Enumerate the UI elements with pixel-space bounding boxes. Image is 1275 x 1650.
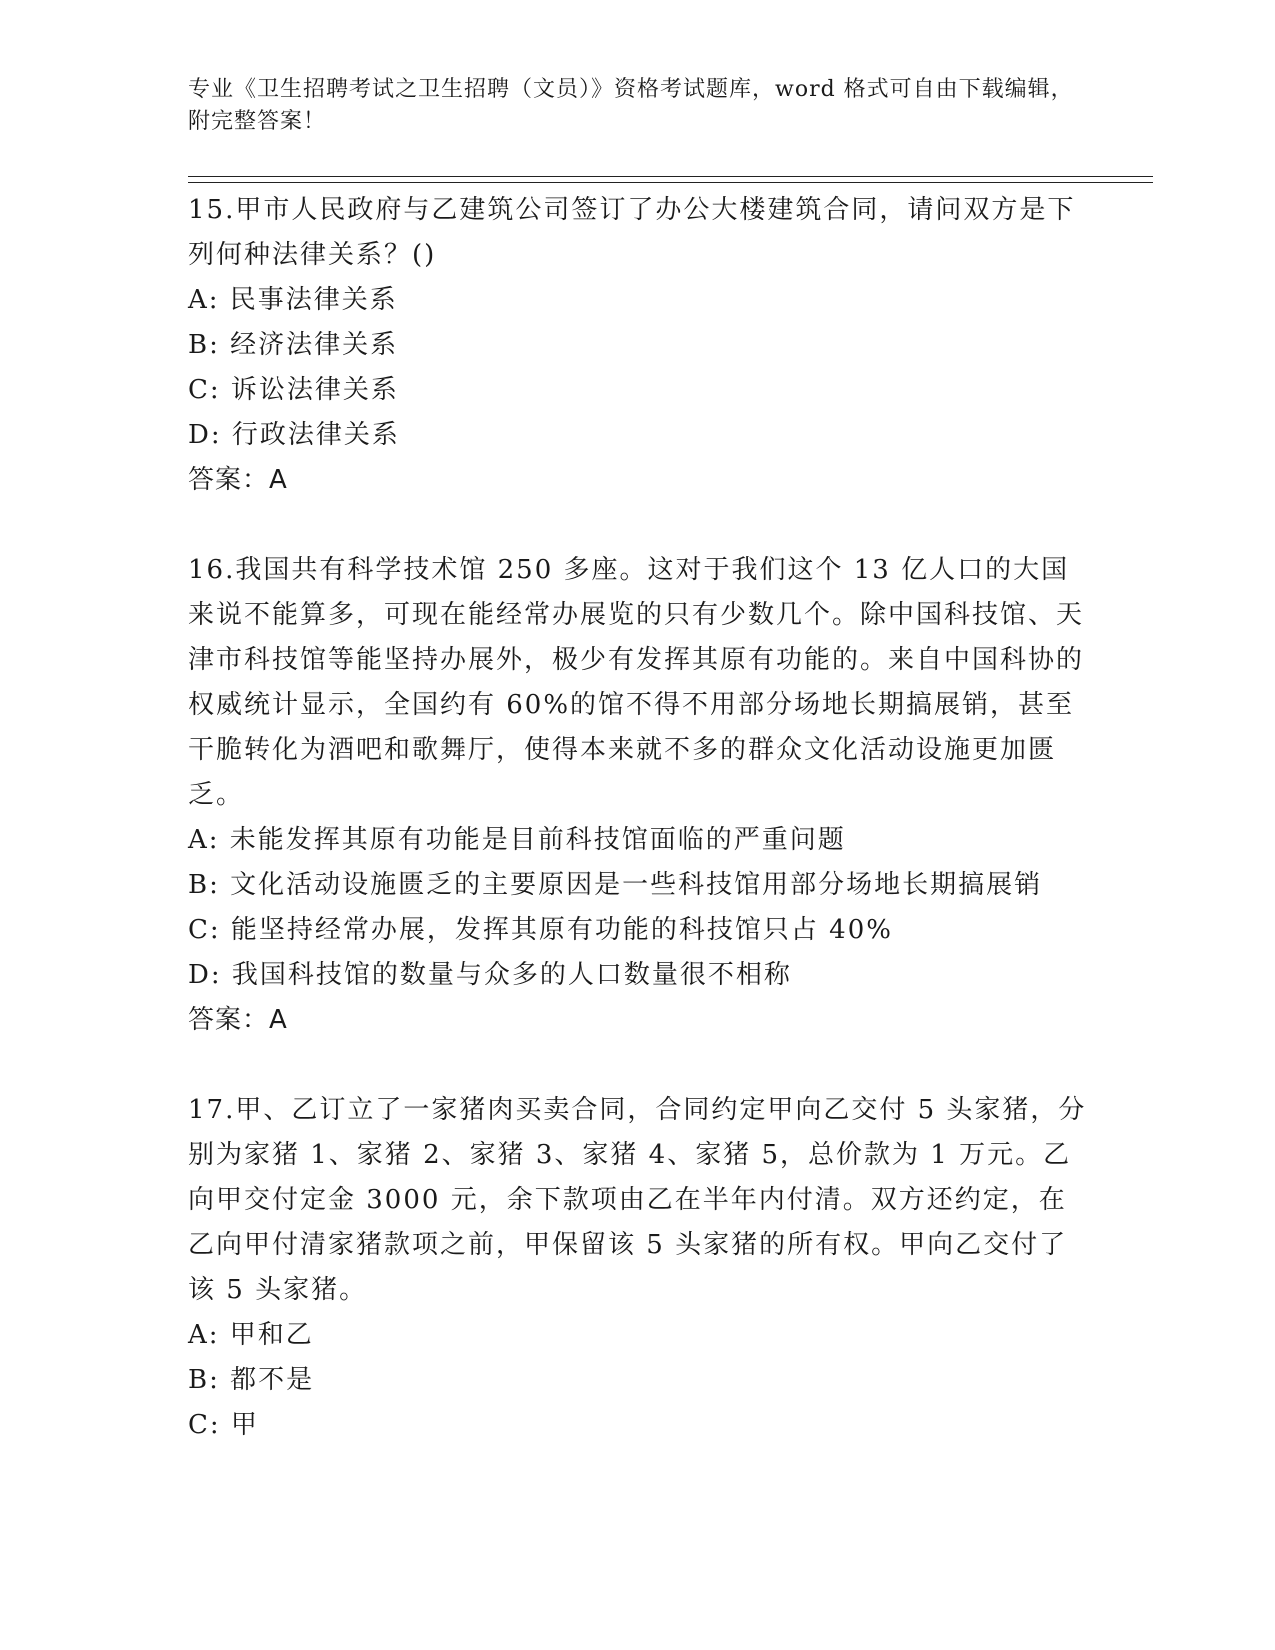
spacer: [188, 1043, 1088, 1088]
document-header: 专业《卫生招聘考试之卫生招聘（文员）》资格考试题库，word 格式可自由下载编辑，附完整答案！: [188, 77, 1074, 134]
option-c: C: 能坚持经常办展，发挥其原有功能的科技馆只占 40%: [188, 915, 893, 945]
question-16: [188, 548, 1088, 1043]
answer-label: 答案：A: [188, 1005, 288, 1035]
option-b: B: 文化活动设施匮乏的主要原因是一些科技馆用部分场地长期搞展销: [188, 870, 1043, 900]
question-stem: 17.甲、乙订立了一家猪肉买卖合同，合同约定甲向乙交付 5 头家猪，分别为家猪 1、家猪 2、家猪 3、家猪 4、家猪 5，总价款为 1 万元。乙向甲交付定金 3000 元，余下款项由乙在半年内付清。双方还约定，在乙向甲付清家猪款项之前，甲保留该 5 头家猪的所有权。甲向乙交付了该 5 头家猪。: [188, 1095, 1087, 1305]
option-b: B: 经济法律关系: [188, 330, 399, 360]
option-c: C: 诉讼法律关系: [188, 375, 399, 405]
question-list: [188, 188, 1088, 1448]
option-a: A: 民事法律关系: [188, 285, 398, 315]
option-a: A: 甲和乙: [188, 1320, 314, 1350]
answer-label: 答案：A: [188, 465, 288, 495]
option-d: D: 我国科技馆的数量与众多的人口数量很不相称: [188, 960, 792, 990]
header-divider: [188, 176, 1153, 183]
option-d: D: 行政法律关系: [188, 420, 400, 450]
question-stem: 16.我国共有科学技术馆 250 多座。这对于我们这个 13 亿人口的大国来说不能算多，可现在能经常办展览的只有少数几个。除中国科技馆、天津市科技馆等能坚持办展外，极少有发挥其原有功能的。来自中国科协的权威统计显示，全国约有 60%的馆不得不用部分场地长期搞展销，甚至干脆转化为酒吧和歌舞厅，使得本来就不多的群众文化活动设施更加匮乏。: [188, 555, 1085, 810]
option-c: C: 甲: [188, 1410, 259, 1440]
question-17: [188, 1088, 1088, 1448]
option-b: B: 都不是: [188, 1365, 315, 1395]
question-stem: 15.甲市人民政府与乙建筑公司签订了办公大楼建筑合同，请问双方是下列何种法律关系？(): [188, 195, 1076, 270]
spacer: [188, 503, 1088, 548]
question-15: [188, 188, 1088, 503]
option-a: A: 未能发挥其原有功能是目前科技馆面临的严重问题: [188, 825, 846, 855]
